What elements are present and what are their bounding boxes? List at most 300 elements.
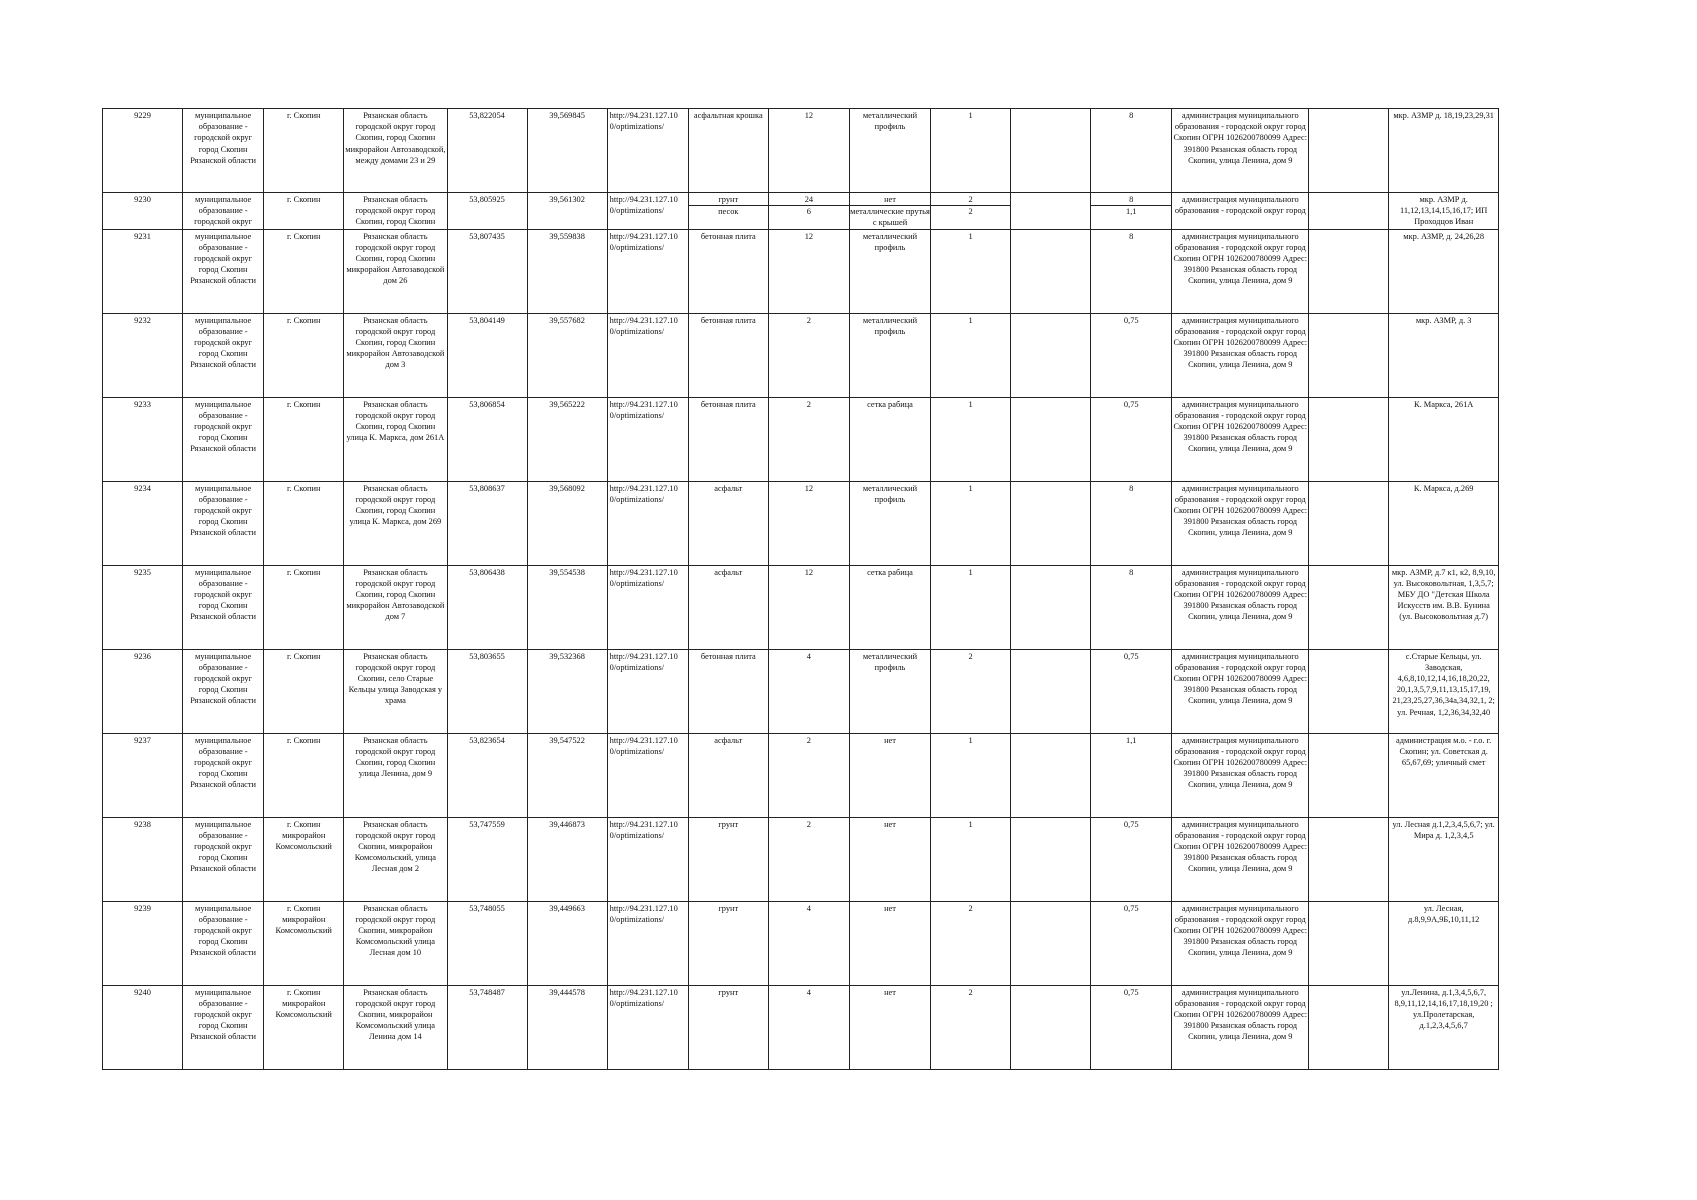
cell-municipality <box>183 313 264 397</box>
cell-city <box>264 229 344 313</box>
cell-owner <box>1172 985 1309 1069</box>
cell-surface-text: асфальтная крошка <box>693 111 763 120</box>
cell-municipality <box>183 565 264 649</box>
cell-fence-text: нет <box>884 819 896 829</box>
cell-owner <box>1172 481 1309 565</box>
cell-surface <box>688 733 768 817</box>
cell-municipality <box>183 985 264 1069</box>
cell-empty <box>1309 109 1389 193</box>
cell-latitude <box>447 901 527 985</box>
cell-url-text: http://94.231.127.10 0/optimizations/ <box>609 399 678 420</box>
cell-longitude <box>527 481 607 565</box>
cell-empty <box>1309 193 1389 230</box>
cell-municipality-text: муниципальное образование - городской округ город Скопин Рязанской области <box>190 819 257 874</box>
cell-latitude-text: 53,804149 <box>469 315 505 325</box>
cell-latitude <box>447 481 527 565</box>
cell-owner-text: администрация муниципального образования - городской округ город Скопин ОГРН 1026200780099 Адрес: 391800 Рязанская область город Скопин, улица Ленина, дом 9 <box>1173 987 1308 1042</box>
cell-volume-text: 0,75 <box>1123 315 1139 325</box>
cell-municipality <box>183 481 264 565</box>
cell-municipality-text: муниципальное образование - городской округ город Скопин Рязанской области <box>190 231 257 286</box>
cell-area <box>768 229 849 313</box>
cell-url-text: http://94.231.127.10 0/optimizations/ <box>609 735 678 756</box>
cell-city <box>264 817 344 901</box>
cell-fence <box>849 193 930 230</box>
cell-surface-text: бетонная плита <box>700 231 756 241</box>
cell-owner-text: администрация муниципального образования - городской округ город Скопин ОГРН 1026200780099 Адрес: 391800 Рязанская область город Скопин, улица Ленина, дом 9 <box>1173 315 1308 370</box>
cell-city <box>264 649 344 733</box>
cell-surface <box>688 313 768 397</box>
cell-address <box>344 481 447 565</box>
cell-surface-second-text: песок <box>689 205 768 217</box>
cell-city-text: г. Скопин <box>286 399 321 409</box>
cell-address-text: Рязанская область городской округ город Скопин, город Скопин микрорайон Автозаводской дом 26 <box>346 231 445 286</box>
cell-surface <box>688 481 768 565</box>
cell-volume-text: 0,75 <box>1123 903 1139 913</box>
cell-id-text: 9230 <box>134 195 151 204</box>
cell-owner <box>1172 397 1309 481</box>
cell-city <box>264 901 344 985</box>
cell-fence <box>849 397 930 481</box>
cell-owner <box>1172 817 1309 901</box>
cell-volume <box>1091 109 1172 193</box>
cell-municipality <box>183 109 264 193</box>
cell-area <box>768 193 849 230</box>
cell-waste-sources-text: мкр. АЗМР, д. 24,26,28 <box>1403 231 1485 241</box>
cell-municipality <box>183 193 264 230</box>
cell-owner-text: администрация муниципального образования - городской округ город Скопин ОГРН 1026200780099 Адрес: 391800 Рязанская область город Скопин, улица Ленина, дом 9 <box>1173 903 1308 958</box>
cell-empty <box>1309 313 1389 397</box>
cell-municipality-text: муниципальное образование - городской округ город Скопин Рязанской области <box>190 903 257 958</box>
cell-id-text: 9233 <box>134 399 151 409</box>
cell-empty <box>1309 481 1389 565</box>
cell-latitude <box>447 109 527 193</box>
cell-latitude <box>447 985 527 1069</box>
cell-empty <box>1309 817 1389 901</box>
cell-area <box>768 649 849 733</box>
cell-longitude <box>527 649 607 733</box>
cell-volume-text: 8 <box>1129 231 1134 241</box>
cell-volume-text: 1,1 <box>1126 735 1137 745</box>
cell-surface <box>688 817 768 901</box>
cell-municipality-text: муниципальное образование - городской округ город Скопин Рязанской области <box>190 399 257 454</box>
cell-waste-sources <box>1389 733 1499 817</box>
cell-address-text: Рязанская область городской округ город Скопин, микрорайон Комсомольский улица Лесная дом 10 <box>355 903 436 958</box>
cell-url-text: http://94.231.127.10 0/optimizations/ <box>609 111 678 132</box>
cell-container-count <box>931 313 1011 397</box>
cell-waste-sources-text: мкр. АЗМР д. 18,19,23,29,31 <box>1393 111 1494 120</box>
cell-id <box>103 313 183 397</box>
cell-empty <box>1309 397 1389 481</box>
cell-volume <box>1091 397 1172 481</box>
cell-surface <box>688 229 768 313</box>
cell-fence-text: металлический профиль <box>862 111 918 132</box>
cell-waste-sources-text: администрация м.о. - г.о. г. Скопин; ул. Советская д. 65,67,69; уличный смет <box>1396 735 1492 768</box>
cell-waste-sources <box>1389 229 1499 313</box>
cell-volume-second-text: 1,1 <box>1091 205 1171 217</box>
cell-container-count-text: 2 <box>968 903 973 913</box>
cell-id-text: 9234 <box>134 483 151 493</box>
cell-area-text: 12 <box>804 567 814 577</box>
cell-city <box>264 109 344 193</box>
cell-address-text: Рязанская область городской округ город Скопин, город Скопин улица К. Маркса, дом 269 <box>349 483 442 527</box>
cell-latitude <box>447 817 527 901</box>
cell-container-count-text: 1 <box>968 399 973 409</box>
cell-waste-sources <box>1389 397 1499 481</box>
cell-empty <box>1309 229 1389 313</box>
cell-container-count-text: 1 <box>968 315 973 325</box>
cell-empty <box>1011 649 1091 733</box>
cell-city-text: г. Скопин микрорайон Комсомольский <box>275 903 332 936</box>
table-row <box>103 481 1499 565</box>
cell-container-count <box>931 565 1011 649</box>
cell-city-text: г. Скопин <box>286 567 321 577</box>
cell-latitude-text: 53,822054 <box>469 111 505 120</box>
cell-surface-text: асфальт <box>714 483 743 493</box>
cell-waste-sources <box>1389 817 1499 901</box>
cell-fence-text: сетка рабица <box>867 399 913 409</box>
cell-empty <box>1011 985 1091 1069</box>
cell-address-text: Рязанская область городской округ город Скопин, село Старые Кельцы улица Заводская у храма <box>348 651 443 706</box>
cell-area-text: 2 <box>806 399 811 409</box>
cell-city-text: г. Скопин <box>286 651 321 661</box>
cell-owner <box>1172 229 1309 313</box>
cell-url-text: http://94.231.127.10 0/optimizations/ <box>609 903 678 924</box>
cell-container-count-text: 1 <box>968 819 973 829</box>
cell-municipality <box>183 397 264 481</box>
cell-url-text: http://94.231.127.10 0/optimizations/ <box>609 651 678 672</box>
cell-latitude-text: 53,806438 <box>469 567 505 577</box>
cell-area-text: 12 <box>804 483 814 493</box>
cell-area <box>768 985 849 1069</box>
cell-area-second-text: 6 <box>769 205 849 217</box>
cell-city-text: г. Скопин <box>286 195 321 204</box>
cell-area-text: 12 <box>804 111 814 120</box>
cell-city <box>264 565 344 649</box>
cell-address-text: Рязанская область городской округ город Скопин, город Скопин улица Ленина, дом 9 <box>355 735 436 779</box>
cell-waste-sources <box>1389 985 1499 1069</box>
cell-waste-sources <box>1389 313 1499 397</box>
cell-id <box>103 649 183 733</box>
cell-container-count-text: 2 <box>968 195 973 204</box>
cell-url-text: http://94.231.127.10 0/optimizations/ <box>609 231 678 252</box>
cell-surface-text: бетонная плита <box>700 399 756 409</box>
cell-url <box>607 481 688 565</box>
cell-area-text: 4 <box>806 903 811 913</box>
cell-latitude <box>447 649 527 733</box>
cell-longitude-text: 39,446873 <box>549 819 585 829</box>
cell-waste-sources-text: мкр. АЗМР д. 11,12,13,14,15,16,17; ИП Проходцов Иван <box>1399 195 1488 227</box>
cell-id <box>103 397 183 481</box>
cell-longitude <box>527 565 607 649</box>
cell-owner-text: администрация муниципального образования - городской округ город Скопин ОГРН 1026200780099 Адрес: 391800 Рязанская область город Скопин, улица Ленина, дом 9 <box>1173 111 1308 165</box>
cell-city-text: г. Скопин <box>286 111 321 120</box>
cell-owner <box>1172 109 1309 193</box>
cell-id <box>103 565 183 649</box>
cell-municipality-text: муниципальное образование - городской округ город Скопин Рязанской области <box>190 735 257 790</box>
cell-empty <box>1309 565 1389 649</box>
cell-volume <box>1091 481 1172 565</box>
cell-area <box>768 397 849 481</box>
cell-url <box>607 565 688 649</box>
cell-city-text: г. Скопин микрорайон Комсомольский <box>275 987 332 1020</box>
cell-id-text: 9240 <box>134 987 151 997</box>
cell-url-text: http://94.231.127.10 0/optimizations/ <box>609 987 678 1008</box>
cell-empty <box>1011 229 1091 313</box>
cell-fence-text: металлический профиль <box>862 483 918 504</box>
cell-fence <box>849 109 930 193</box>
cell-address <box>344 901 447 985</box>
cell-waste-sources-text: с.Старые Кельцы, ул. Заводская, 4,6,8,10,12,14,16,18,20,22, 20,1,3,5,7,9,11,13,15,17,19, 21,23,25,27,36,34а,34,32,1, 2; ул. Речная, 1,2,36,34,32,40 <box>1392 651 1495 717</box>
cell-url <box>607 733 688 817</box>
cell-id <box>103 229 183 313</box>
cell-fence-text: металлический профиль <box>862 231 918 252</box>
cell-container-count <box>931 193 1011 230</box>
cell-url <box>607 901 688 985</box>
cell-fence <box>849 229 930 313</box>
cell-fence <box>849 985 930 1069</box>
cell-fence-second-text: металлические прутья с крышей <box>850 207 930 228</box>
cell-container-count <box>931 229 1011 313</box>
cell-longitude-text: 39,444578 <box>549 987 585 997</box>
cell-container-count-second-text: 2 <box>931 205 1010 217</box>
cell-fence-text: металлический профиль <box>862 651 918 672</box>
cell-volume <box>1091 565 1172 649</box>
cell-latitude <box>447 229 527 313</box>
cell-latitude-text: 53,803655 <box>469 651 505 661</box>
cell-latitude <box>447 193 527 230</box>
cell-surface <box>688 109 768 193</box>
cell-empty <box>1011 565 1091 649</box>
cell-waste-sources <box>1389 649 1499 733</box>
cell-city-text: г. Скопин микрорайон Комсомольский <box>275 819 332 852</box>
cell-waste-sources <box>1389 481 1499 565</box>
cell-volume <box>1091 985 1172 1069</box>
cell-surface-text: асфальт <box>714 735 743 745</box>
cell-id-text: 9235 <box>134 567 151 577</box>
table-row <box>103 733 1499 817</box>
cell-latitude-text: 53,807435 <box>469 231 505 241</box>
cell-id-text: 9229 <box>134 111 151 120</box>
cell-waste-sources <box>1389 901 1499 985</box>
cell-owner <box>1172 649 1309 733</box>
cell-longitude <box>527 313 607 397</box>
cell-volume <box>1091 817 1172 901</box>
cell-area-text: 12 <box>804 231 814 241</box>
cell-latitude <box>447 397 527 481</box>
cell-volume-text: 0,75 <box>1123 987 1139 997</box>
cell-fence <box>849 649 930 733</box>
cell-fence <box>849 733 930 817</box>
cell-empty <box>1309 649 1389 733</box>
cell-owner-text: администрация муниципального образования - городской округ город Скопин ОГРН 1026200780099 Адрес: 391800 Рязанская область город Скопин, улица Ленина, дом 9 <box>1173 567 1308 622</box>
cell-longitude-text: 39,547522 <box>549 735 585 745</box>
cell-volume <box>1091 649 1172 733</box>
cell-url <box>607 649 688 733</box>
cell-area-text: 2 <box>806 315 811 325</box>
cell-url <box>607 229 688 313</box>
cell-url-text: http://94.231.127.10 0/optimizations/ <box>609 195 678 216</box>
table-row <box>103 901 1499 985</box>
cell-url-text: http://94.231.127.10 0/optimizations/ <box>609 567 678 588</box>
cell-surface <box>688 901 768 985</box>
cell-city <box>264 313 344 397</box>
cell-surface <box>688 985 768 1069</box>
cell-empty <box>1309 985 1389 1069</box>
cell-owner-text: администрация муниципального образования - городской округ город Скопин ОГРН 1026200780099 Адрес: 391800 Рязанская область город Скопин, улица Ленина, дом 9 <box>1173 231 1308 286</box>
cell-longitude-text: 39,449663 <box>549 903 585 913</box>
cell-container-count <box>931 649 1011 733</box>
cell-city <box>264 193 344 230</box>
cell-area <box>768 109 849 193</box>
cell-waste-sources <box>1389 109 1499 193</box>
cell-surface <box>688 565 768 649</box>
cell-empty <box>1011 193 1091 230</box>
cell-address <box>344 193 447 230</box>
cell-longitude-text: 39,561302 <box>549 195 585 204</box>
cell-waste-sources-text: мкр. АЗМР, д. 3 <box>1415 315 1472 325</box>
cell-area <box>768 901 849 985</box>
cell-volume-text: 8 <box>1129 195 1134 204</box>
cell-area-text: 2 <box>806 819 811 829</box>
cell-longitude <box>527 397 607 481</box>
cell-empty <box>1011 481 1091 565</box>
cell-owner <box>1172 193 1309 230</box>
cell-id-text: 9237 <box>134 735 151 745</box>
table-row <box>103 817 1499 901</box>
cell-address <box>344 229 447 313</box>
cell-municipality <box>183 901 264 985</box>
table-row <box>103 193 1499 230</box>
cell-area-text: 2 <box>806 735 811 745</box>
cell-latitude-text: 53,823654 <box>469 735 505 745</box>
cell-city <box>264 733 344 817</box>
cell-city <box>264 985 344 1069</box>
cell-municipality-text: муниципальное образование - городской округ город Скопин Рязанской области <box>190 111 257 165</box>
cell-municipality <box>183 649 264 733</box>
cell-latitude-text: 53,747559 <box>469 819 505 829</box>
cell-owner-text: администрация муниципального образования - городской округ город Скопин ОГРН 1026200780099 Адрес: 391800 Рязанская область город Скопин, улица Ленина, дом 9 <box>1173 651 1308 706</box>
cell-volume-text: 0,75 <box>1123 399 1139 409</box>
cell-url <box>607 397 688 481</box>
cell-surface-text: грунт <box>718 195 739 204</box>
cell-municipality-text: муниципальное образование - городской округ город Скопин Рязанской области <box>190 987 257 1042</box>
cell-surface <box>688 193 768 230</box>
cell-surface-text: бетонная плита <box>700 315 756 325</box>
table-row <box>103 649 1499 733</box>
cell-url <box>607 985 688 1069</box>
cell-area-text: 4 <box>806 651 811 661</box>
cell-longitude <box>527 193 607 230</box>
cell-longitude-text: 39,565222 <box>549 399 585 409</box>
cell-volume <box>1091 901 1172 985</box>
cell-address-text: Рязанская область городской округ город Скопин, город Скопин микрорайон Автозаводской дом 7 <box>346 567 445 622</box>
cell-municipality-text: муниципальное образование - городской округ город Скопин Рязанской области <box>190 567 257 622</box>
cell-longitude <box>527 229 607 313</box>
cell-container-count <box>931 817 1011 901</box>
cell-id-text: 9231 <box>134 231 151 241</box>
cell-municipality-text: муниципальное образование - городской округ город Скопин Рязанской области <box>190 483 257 538</box>
cell-municipality <box>183 817 264 901</box>
table-row <box>103 397 1499 481</box>
cell-fence-text: нет <box>884 735 896 745</box>
cell-empty <box>1011 733 1091 817</box>
cell-surface-text: грунт <box>718 903 739 913</box>
cell-container-count-text: 1 <box>968 231 973 241</box>
cell-city-text: г. Скопин <box>286 231 321 241</box>
cell-longitude <box>527 817 607 901</box>
cell-surface-text: грунт <box>718 987 739 997</box>
cell-container-count <box>931 985 1011 1069</box>
cell-volume-text: 8 <box>1129 111 1134 120</box>
cell-address-text: Рязанская область городской округ город Скопин, город Скопин микрорайон Автозаводской, между домами 23 и 29 <box>345 111 446 165</box>
cell-city <box>264 481 344 565</box>
cell-volume-text: 0,75 <box>1123 819 1139 829</box>
cell-volume-text: 8 <box>1129 483 1134 493</box>
cell-address <box>344 733 447 817</box>
cell-id <box>103 733 183 817</box>
cell-waste-sources-text: ул. Лесная, д.8,9,9А,9Б,10,11,12 <box>1407 903 1480 924</box>
cell-fence-text: нет <box>884 903 896 913</box>
cell-fence <box>849 481 930 565</box>
cell-address <box>344 109 447 193</box>
cell-latitude <box>447 565 527 649</box>
cell-fence <box>849 313 930 397</box>
cell-container-count-text: 1 <box>968 111 973 120</box>
table-row <box>103 565 1499 649</box>
cell-id <box>103 481 183 565</box>
cell-container-count <box>931 109 1011 193</box>
cell-city-text: г. Скопин <box>286 315 321 325</box>
cell-city-text: г. Скопин <box>286 483 321 493</box>
cell-longitude-text: 39,554538 <box>549 567 585 577</box>
cell-fence-text: нет <box>884 987 896 997</box>
cell-municipality-text: муниципальное образование - городской округ город Скопин Рязанской области <box>190 315 257 370</box>
cell-container-count-text: 2 <box>968 651 973 661</box>
cell-area <box>768 481 849 565</box>
table-body <box>103 109 1499 1070</box>
cell-id-text: 9236 <box>134 651 151 661</box>
cell-area <box>768 733 849 817</box>
cell-container-count <box>931 901 1011 985</box>
cell-id <box>103 817 183 901</box>
cell-address <box>344 817 447 901</box>
cell-address-text: Рязанская область городской округ город Скопин, микрорайон Комсомольский, улица Лесная дом 2 <box>354 819 436 874</box>
cell-empty <box>1309 901 1389 985</box>
cell-surface-text: асфальт <box>714 567 743 577</box>
cell-volume <box>1091 733 1172 817</box>
cell-address-text: Рязанская область городской округ город Скопин, город Скопин <box>355 195 436 227</box>
cell-address <box>344 649 447 733</box>
cell-container-count-text: 1 <box>968 483 973 493</box>
cell-latitude <box>447 313 527 397</box>
cell-longitude <box>527 985 607 1069</box>
cell-waste-sources <box>1389 565 1499 649</box>
cell-address <box>344 565 447 649</box>
cell-fence-text: сетка рабица <box>867 567 913 577</box>
registry-table <box>102 108 1499 1070</box>
cell-id-text: 9232 <box>134 315 151 325</box>
cell-address-text: Рязанская область городской округ город Скопин, город Скопин микрорайон Автозаводской дом 3 <box>346 315 445 370</box>
cell-longitude <box>527 901 607 985</box>
cell-latitude-text: 53,808637 <box>469 483 505 493</box>
cell-area <box>768 565 849 649</box>
cell-url <box>607 817 688 901</box>
cell-url-text: http://94.231.127.10 0/optimizations/ <box>609 315 678 336</box>
cell-container-count-text: 2 <box>968 987 973 997</box>
cell-address-text: Рязанская область городской округ город Скопин, город Скопин улица К. Маркса, дом 261А <box>346 399 445 443</box>
cell-municipality-text: муниципальное образование - городской округ <box>194 195 253 227</box>
cell-fence-text: нет <box>884 195 896 204</box>
